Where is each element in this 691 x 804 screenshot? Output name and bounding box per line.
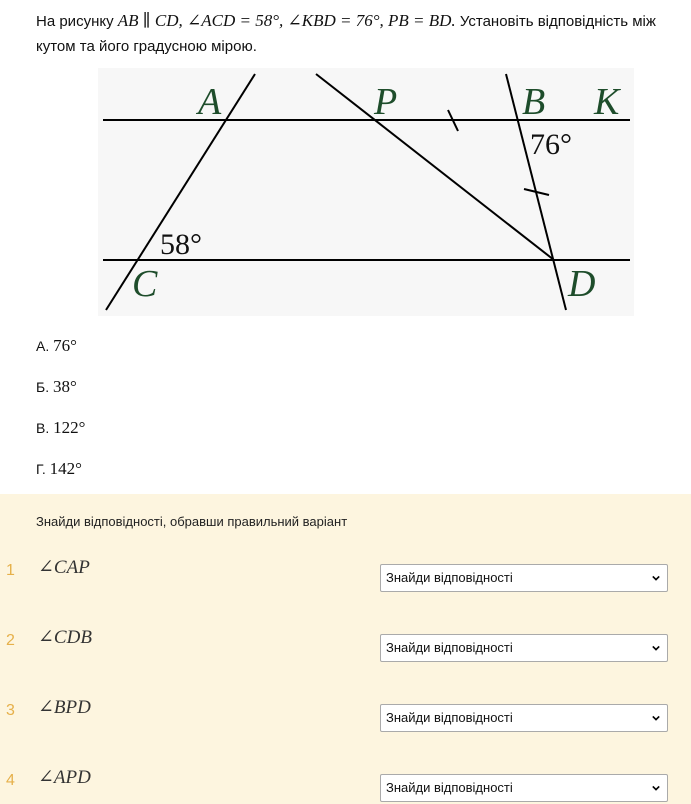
chevron-down-icon: [652, 714, 660, 722]
chevron-down-icon: [652, 784, 660, 792]
row-angle: ∠CAP: [38, 557, 90, 578]
chevron-down-icon: [652, 574, 660, 582]
option-a: [36, 330, 85, 371]
match-select-1[interactable]: [380, 564, 668, 592]
matching-instruction: Знайди відповідності, обравши правильний варіант: [36, 514, 348, 529]
option-b: [36, 371, 85, 412]
select-value: Знайди відповідності: [386, 570, 513, 585]
row-angle: ∠APD: [38, 767, 91, 788]
question-condition: AB ∥ CD, ∠ACD = 58°, ∠KBD = 76°, PB = BD.: [117, 11, 456, 30]
match-row-2: [0, 622, 691, 662]
match-row-3: [0, 692, 691, 732]
label-k: K: [594, 81, 620, 123]
match-row-1: [0, 552, 691, 592]
select-value: Знайди відповідності: [386, 710, 513, 725]
option-letter: Г.: [36, 461, 46, 477]
label-d: D: [568, 263, 596, 305]
angle-acd-label: 58°: [160, 228, 202, 261]
label-p: P: [374, 81, 398, 123]
question-text: [36, 8, 676, 59]
row-number: 4: [6, 772, 15, 789]
row-number: 1: [6, 562, 15, 579]
question-task: Установіть відповідність між кутом та його градусною мірою.: [36, 13, 656, 55]
row-number: 2: [6, 632, 15, 649]
match-select-2[interactable]: [380, 634, 668, 662]
option-value: 122°: [53, 418, 86, 437]
option-value: 38°: [52, 377, 77, 396]
option-value: 76°: [53, 336, 77, 355]
label-a: A: [198, 81, 222, 123]
option-letter: В.: [36, 420, 50, 436]
answer-options: [36, 330, 85, 494]
label-c: C: [132, 263, 158, 305]
angle-kbd-label: 76°: [530, 128, 572, 161]
geometry-diagram: [98, 68, 634, 316]
option-g: [36, 453, 85, 494]
match-select-4[interactable]: [380, 774, 668, 802]
select-value: Знайди відповідності: [386, 780, 513, 795]
label-b: B: [522, 81, 546, 123]
select-value: Знайди відповідності: [386, 640, 513, 655]
row-number: 3: [6, 702, 15, 719]
match-select-3[interactable]: [380, 704, 668, 732]
row-angle: ∠CDB: [38, 627, 92, 648]
figure-background: [98, 68, 634, 316]
match-row-4: [0, 762, 691, 802]
option-letter: А.: [36, 338, 50, 354]
chevron-down-icon: [652, 644, 660, 652]
row-angle: ∠BPD: [38, 697, 91, 718]
question-lead: На рисунку: [36, 13, 114, 30]
matching-panel: [0, 494, 691, 804]
option-letter: Б.: [36, 379, 50, 395]
option-v: [36, 412, 85, 453]
geometry-figure: [98, 68, 634, 316]
option-value: 142°: [49, 459, 82, 478]
